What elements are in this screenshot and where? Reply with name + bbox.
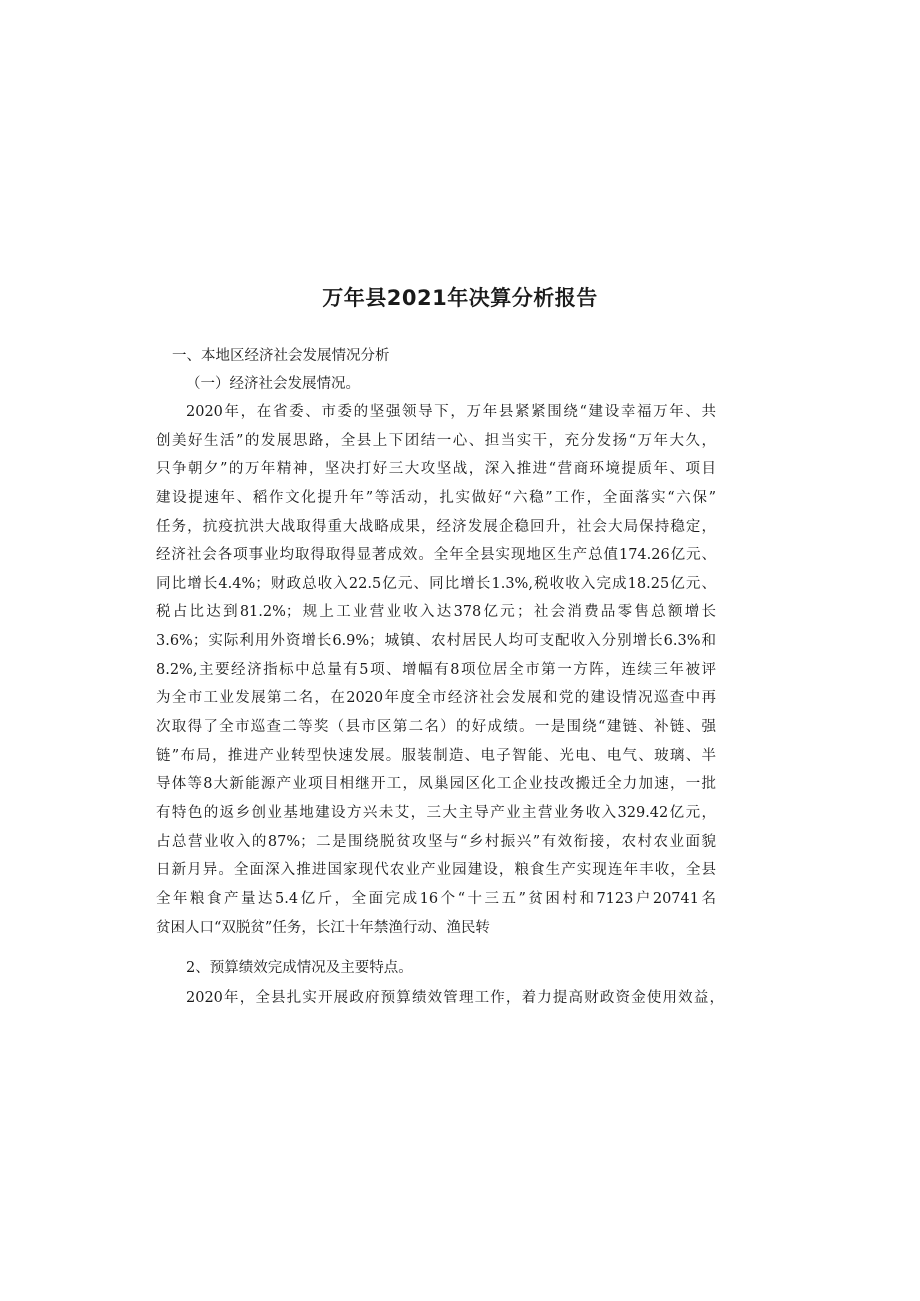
paragraph-line: 经济社会各项事业均取得取得显著成效。全年全县实现地区生产总值174.26亿元、 [156, 547, 716, 564]
section-heading: 一、本地区经济社会发展情况分析 [172, 348, 390, 364]
paragraph-line: 税占比达到81.2%；规上工业营业收入达378亿元；社会消费品零售总额增长 [156, 604, 716, 621]
section2-heading: 2、预算绩效完成情况及主要特点。 [186, 960, 413, 976]
paragraph-line: 任务，抗疫抗洪大战取得重大战略成果，经济发展企稳回升，社会大局保持稳定， [156, 518, 716, 535]
paragraph-line: 日新月异。全面深入推进国家现代农业产业园建设，粮食生产实现连年丰收，全县 [156, 862, 716, 879]
paragraph-line: 链”布局，推进产业转型快速发展。服装制造、电子智能、光电、电气、玻璃、半 [156, 747, 716, 764]
paragraph-line: 只争朝夕”的万年精神，坚决打好三大攻坚战，深入推进“营商环境提质年、项目 [156, 461, 716, 478]
paragraph-line: 全年粮食产量达5.4亿斤，全面完成16个“十三五”贫困村和7123户20741名 [156, 890, 716, 907]
paragraph-line: 建设提速年、稻作文化提升年”等活动，扎实做好“六稳”工作，全面落实“六保” [156, 489, 716, 506]
economic-development-paragraph [156, 402, 716, 946]
paragraph-line: 导体等8大新能源产业项目相继开工，凤巢园区化工企业技改搬迁全力加速，一批 [156, 776, 716, 793]
document-title: 万年县2021年决算分析报告 [322, 286, 598, 310]
paragraph-line: 为全市工业发展第二名，在2020年度全市经济社会发展和党的建设情况巡查中再 [156, 690, 716, 707]
paragraph-line: 有特色的返乡创业基地建设方兴未艾，三大主导产业主营业务收入329.42亿元， [156, 804, 716, 821]
paragraph-line: 同比增长4.4%；财政总收入22.5亿元、同比增长1.3%,税收收入完成18.25亿元、 [156, 575, 716, 592]
paragraph-line: 创美好生活”的发展思路，全县上下团结一心、担当实干，充分发扬“万年大久， [156, 432, 716, 449]
paragraph-line: 次取得了全市巡查二等奖（县市区第二名）的好成绩。一是围绕“建链、补链、强 [156, 719, 716, 736]
subsection-heading: （一）经济社会发展情况。 [186, 376, 360, 392]
paragraph-line: 8.2%,主要经济指标中总量有5项、增幅有8项位居全市第一方阵，连续三年被评 [156, 661, 716, 678]
paragraph-line: 占总营业收入的87%；二是围绕脱贫攻坚与“乡村振兴”有效衔接，农村农业面貌 [156, 833, 716, 850]
paragraph-line: 贫困人口“双脱贫”任务，长江十年禁渔行动、渔民转 [156, 919, 490, 936]
paragraph-line: 2020年，在省委、市委的坚强领导下，万年县紧紧围绕“建设幸福万年、共 [186, 404, 716, 420]
section2-paragraph: 2020年，全县扎实开展政府预算绩效管理工作，着力提高财政资金使用效益， [186, 990, 724, 1006]
paragraph-line: 3.6%；实际利用外资增长6.9%；城镇、农村居民人均可支配收入分别增长6.3%和 [156, 633, 716, 650]
